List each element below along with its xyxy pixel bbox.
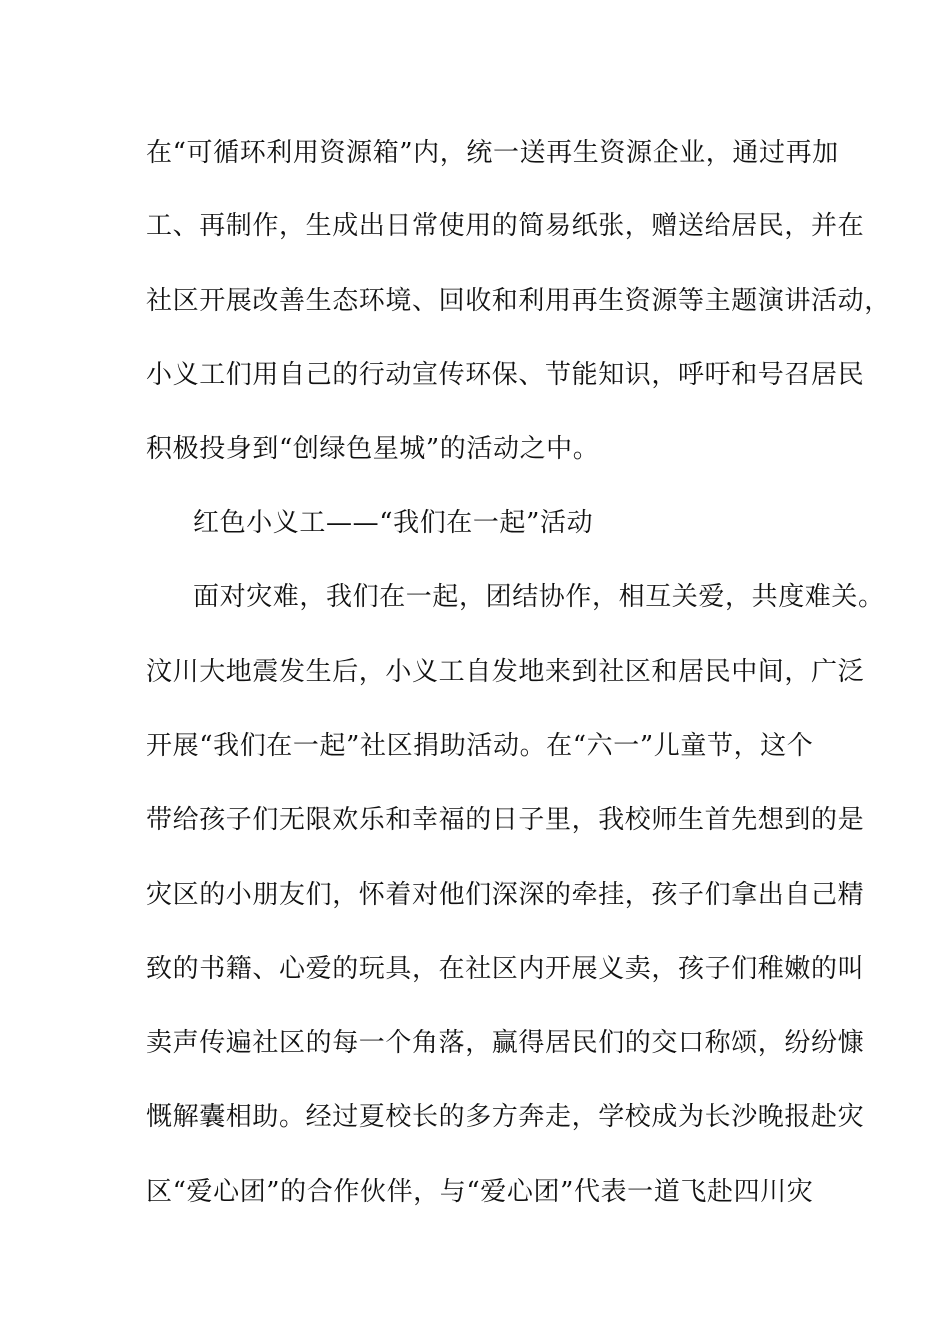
text-line: 开展“我们在一起”社区捐助活动。在“六一”儿童节，这个 <box>146 731 814 761</box>
text-line: 在“可循环利用资源箱”内，统一送再生资源企业，通过再加 <box>146 138 839 168</box>
text-line: 工、再制作，生成出日常使用的简易纸张，赠送给居民，并在 <box>146 211 865 241</box>
text-line: 区“爱心团”的合作伙伴，与“爱心团”代表一道飞赴四川灾 <box>146 1177 814 1207</box>
text-line: 灾区的小朋友们，怀着对他们深深的牵挂，孩子们拿出自己精 <box>146 880 865 910</box>
text-line: 积极投身到“创绿色星城”的活动之中。 <box>146 434 600 464</box>
text-line: 社区开展改善生态环境、回收和利用再生资源等主题演讲活动， <box>146 286 891 316</box>
text-line: 小义工们用自己的行动宣传环保、节能知识，呼吁和号召居民 <box>146 360 865 390</box>
text-line: 慨解囊相助。经过夏校长的多方奔走，学校成为长沙晚报赴灾 <box>146 1102 865 1132</box>
paragraph-first-line: 面对灾难，我们在一起，团结协作，相互关爱，共度难关。 <box>193 582 885 612</box>
text-line: 致的书籍、心爱的玩具，在社区内开展义卖，孩子们稚嫩的叫 <box>146 954 865 984</box>
section-heading: 红色小义工——“我们在一起”活动 <box>193 508 594 538</box>
text-line: 卖声传遍社区的每一个角落，赢得居民们的交口称颂，纷纷慷 <box>146 1028 865 1058</box>
text-line: 汶川大地震发生后，小义工自发地来到社区和居民中间，广泛 <box>146 657 865 687</box>
text-line: 带给孩子们无限欢乐和幸福的日子里，我校师生首先想到的是 <box>146 805 865 835</box>
